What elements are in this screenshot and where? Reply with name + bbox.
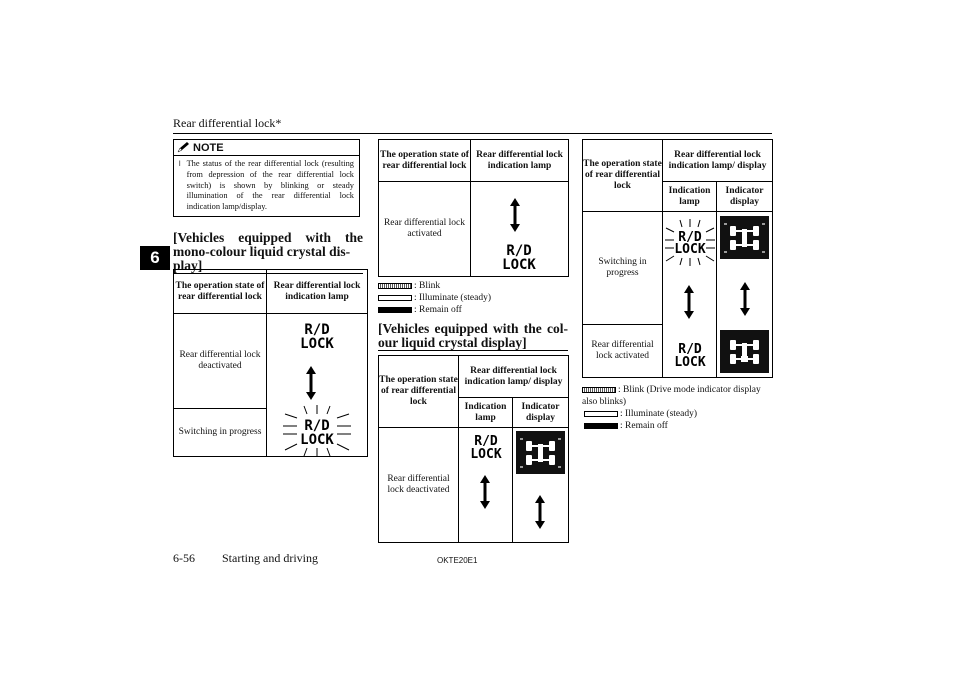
page-header-title: Rear differential lock*	[173, 116, 282, 130]
table-header-state: The operation state of rear differential lock	[583, 140, 663, 212]
lamp-text-line2: LOCK	[470, 447, 502, 462]
state-deactivated: Rear differential lock deactivated	[174, 314, 267, 409]
legend-steady-text: : Illuminate (steady)	[414, 293, 492, 303]
note-text: The status of the rear differential lock (resulting from depression of the rear differential lock switch) is shown by blinking or steady illumination of the rear differential lock indication lamp/display.	[186, 159, 354, 212]
heading-word: [Vehicles	[173, 230, 225, 245]
state-switching: Switching in progress	[583, 212, 663, 325]
steady-swatch-icon	[584, 411, 618, 417]
off-swatch-icon	[378, 307, 412, 313]
legend-row-blink	[582, 384, 774, 408]
lamp-text-line2: LOCK	[300, 432, 334, 448]
drive-mode-display-blink-icon	[720, 216, 769, 259]
table-header-state: The operation state of rear differential lock	[174, 270, 267, 314]
legend-row-off	[378, 304, 491, 316]
note-label: NOTE	[193, 141, 224, 154]
subheader-lamp: Indication lamp	[459, 398, 513, 428]
legend-row-steady	[582, 408, 774, 420]
mono-table-deactivated	[173, 269, 368, 457]
subheader-display: Indicator display	[717, 182, 773, 212]
lamp-sequence-cell	[663, 212, 717, 378]
mono-table-activated	[378, 139, 569, 277]
transition-double-arrow-icon	[480, 475, 490, 509]
state-activated: Rear differential lock activated	[379, 182, 471, 277]
legend-mono	[378, 280, 491, 316]
lamp-text-line1: R/D	[678, 230, 702, 245]
lamp-text-line2: LOCK	[674, 355, 706, 370]
colour-table-activated	[582, 139, 773, 378]
section-heading-colour	[378, 322, 568, 351]
steady-swatch-icon	[378, 295, 412, 301]
legend-colour	[582, 384, 774, 432]
lamp-cell	[459, 428, 513, 543]
note-bullet: l	[179, 161, 181, 168]
heading-word: [Vehicles	[378, 321, 430, 336]
state-deactivated: Rear differential lock deactivated	[379, 428, 459, 543]
lamp-text-line1: R/D	[474, 434, 498, 449]
footer-section-name: Starting and driving	[222, 551, 318, 565]
heading-line-2: our liquid crystal display]	[378, 336, 568, 351]
footer-page-number: 6-56	[173, 551, 195, 565]
display-cell	[513, 428, 569, 543]
heading-word: the	[345, 230, 363, 245]
legend-off-text: : Remain off	[620, 421, 668, 431]
header-rule	[173, 133, 772, 134]
rd-lock-lamp-blink-icon	[665, 219, 715, 266]
legend-blink-text: : Blink (Drive mode indicator display also blinks)	[582, 385, 761, 407]
rd-lock-lamp-steady-icon	[502, 243, 536, 273]
blink-swatch-icon	[582, 387, 616, 393]
lamp-text-line2: LOCK	[674, 242, 706, 257]
heading-line-2: mono-colour liquid crystal dis-	[173, 244, 351, 259]
lamp-sequence-cell	[471, 182, 569, 277]
rd-lock-lamp-steady-icon	[674, 342, 705, 370]
note-box	[173, 139, 360, 217]
lamp-text-line1: R/D	[304, 418, 330, 434]
legend-row-off	[582, 420, 774, 432]
rd-lock-lamp-steady-icon	[300, 322, 334, 352]
legend-row-steady	[378, 292, 491, 304]
footer-doc-code: OKTE20E1	[437, 556, 478, 565]
transition-double-arrow-icon	[684, 285, 694, 319]
legend-row-blink	[378, 280, 491, 292]
legend-blink-text: : Blink	[414, 281, 441, 291]
lamp-text-line1: R/D	[678, 342, 702, 357]
colour-table-deactivated	[378, 355, 569, 543]
lamp-text-line2: LOCK	[300, 336, 334, 352]
rd-lock-lamp-steady-icon	[470, 434, 501, 462]
rd-lock-lamp-blink-icon	[283, 405, 351, 456]
blink-swatch-icon	[378, 283, 412, 289]
heading-word: with	[493, 321, 519, 336]
heading-word: with	[305, 230, 332, 245]
subheader-display: Indicator display	[513, 398, 569, 428]
lamp-sequence-cell	[267, 314, 368, 457]
table-header-state: The operation state of rear differential lock	[379, 140, 471, 182]
drive-mode-display-locked-icon	[720, 330, 769, 373]
legend-steady-text: : Illuminate (steady)	[620, 409, 698, 419]
note-pencil-icon	[177, 142, 190, 153]
table-header-state: The operation state of rear differential lock	[379, 356, 459, 428]
lamp-text-line1: R/D	[506, 243, 532, 259]
state-switching: Switching in progress	[174, 409, 267, 457]
legend-off-text: : Remain off	[414, 305, 462, 315]
table-header-lamp-display: Rear differential lock indication lamp/ display	[459, 356, 569, 398]
drive-mode-display-icon	[516, 431, 565, 474]
lamp-text-line2: LOCK	[502, 257, 536, 273]
transition-double-arrow-icon	[535, 495, 545, 529]
transition-double-arrow-icon	[306, 366, 316, 400]
display-sequence-cell	[717, 212, 773, 378]
chapter-tab: 6	[140, 246, 170, 270]
off-swatch-icon	[584, 423, 618, 429]
lamp-text-line1: R/D	[304, 322, 330, 338]
section-heading-mono	[173, 231, 363, 274]
table-header-lamp: Rear differential lock indication lamp	[471, 140, 569, 182]
heading-word: equipped	[238, 230, 292, 245]
state-activated: Rear differential lock activated	[583, 325, 663, 378]
subheader-lamp: Indication lamp	[663, 182, 717, 212]
heading-word: the	[523, 321, 542, 336]
transition-double-arrow-icon	[740, 282, 750, 316]
heading-word: col-	[546, 321, 568, 336]
heading-word: equipped	[434, 321, 488, 336]
table-header-lamp-display: Rear differential lock indication lamp/ display	[663, 140, 773, 182]
note-header	[174, 140, 359, 156]
heading-line-3: play]	[173, 259, 363, 274]
transition-double-arrow-icon	[510, 198, 520, 232]
table-header-lamp: Rear differential lock indication lamp	[267, 270, 368, 314]
